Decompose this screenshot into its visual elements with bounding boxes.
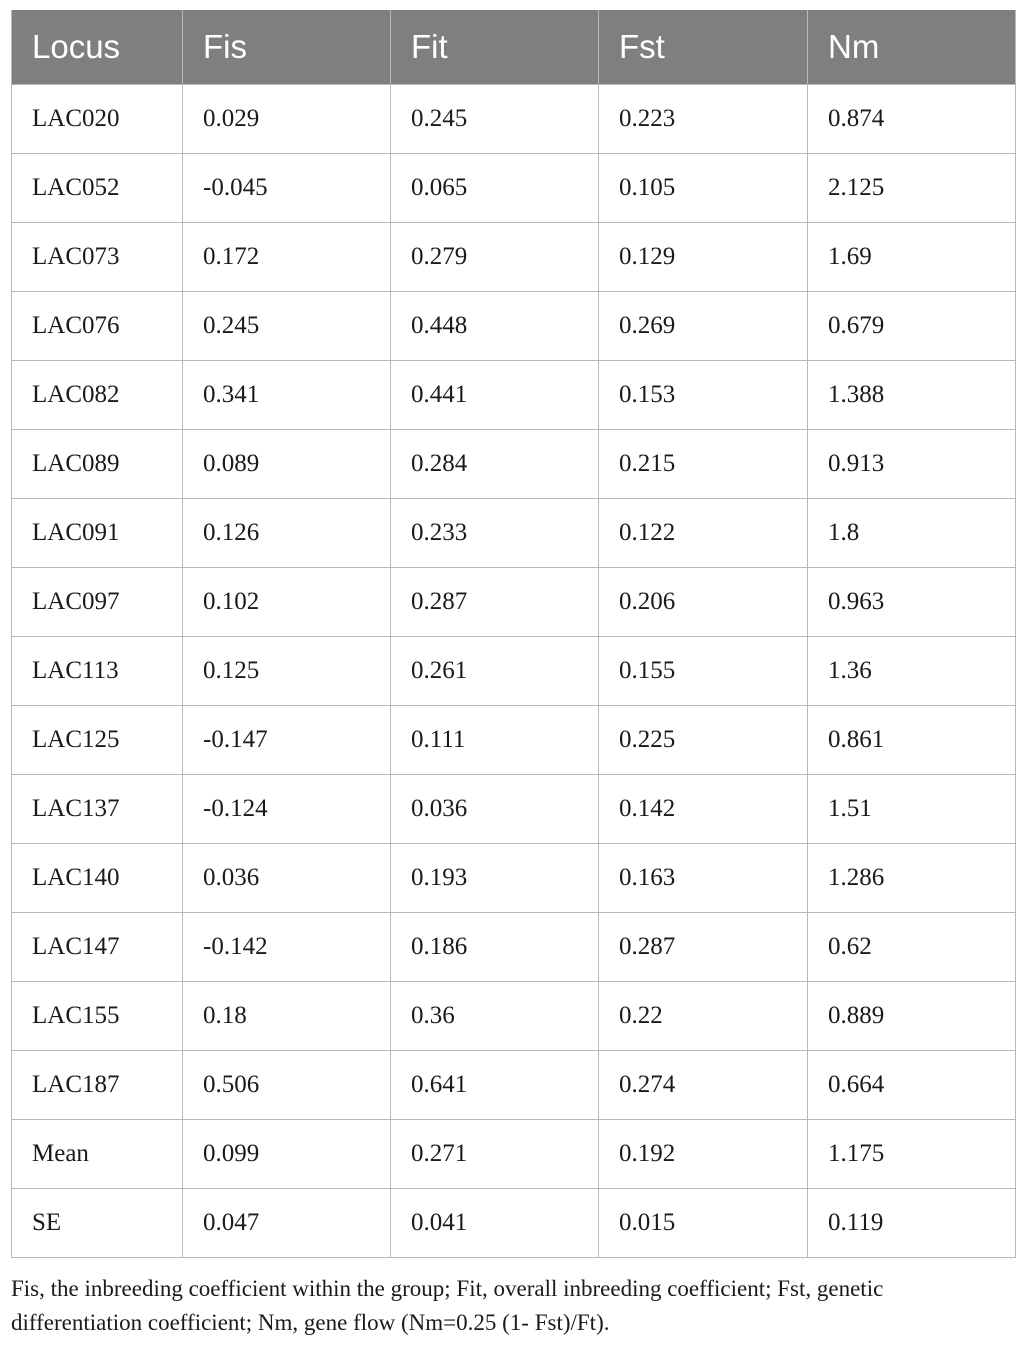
cell-fis: 0.172 bbox=[183, 223, 391, 292]
cell-fst: 0.153 bbox=[599, 361, 808, 430]
cell-locus: LAC140 bbox=[12, 844, 183, 913]
cell-nm: 1.8 bbox=[808, 499, 1016, 568]
table-row bbox=[12, 844, 1016, 913]
cell-fst: 0.206 bbox=[599, 568, 808, 637]
cell-fst: 0.142 bbox=[599, 775, 808, 844]
data-table-container bbox=[11, 10, 1015, 1258]
cell-nm: 1.51 bbox=[808, 775, 1016, 844]
cell-nm: 0.679 bbox=[808, 292, 1016, 361]
cell-locus: LAC155 bbox=[12, 982, 183, 1051]
cell-fst: 0.287 bbox=[599, 913, 808, 982]
cell-fst: 0.225 bbox=[599, 706, 808, 775]
cell-fis: 0.047 bbox=[183, 1189, 391, 1258]
cell-locus: LAC137 bbox=[12, 775, 183, 844]
cell-nm: 1.36 bbox=[808, 637, 1016, 706]
cell-nm: 0.664 bbox=[808, 1051, 1016, 1120]
cell-fst: 0.223 bbox=[599, 85, 808, 154]
cell-fit: 0.233 bbox=[391, 499, 599, 568]
cell-fst: 0.155 bbox=[599, 637, 808, 706]
cell-fis: 0.341 bbox=[183, 361, 391, 430]
table-row bbox=[12, 982, 1016, 1051]
table-body bbox=[12, 85, 1016, 1258]
table-row bbox=[12, 85, 1016, 154]
cell-nm: 0.889 bbox=[808, 982, 1016, 1051]
cell-fis: 0.126 bbox=[183, 499, 391, 568]
table-row bbox=[12, 361, 1016, 430]
cell-locus: LAC147 bbox=[12, 913, 183, 982]
table-row bbox=[12, 223, 1016, 292]
cell-locus: LAC076 bbox=[12, 292, 183, 361]
cell-fst: 0.215 bbox=[599, 430, 808, 499]
header-nm: Nm bbox=[808, 10, 1016, 85]
cell-locus: SE bbox=[12, 1189, 183, 1258]
cell-nm: 0.62 bbox=[808, 913, 1016, 982]
cell-fis: 0.099 bbox=[183, 1120, 391, 1189]
cell-fis: 0.089 bbox=[183, 430, 391, 499]
cell-nm: 0.913 bbox=[808, 430, 1016, 499]
cell-locus: LAC187 bbox=[12, 1051, 183, 1120]
cell-fis: -0.124 bbox=[183, 775, 391, 844]
cell-fis: 0.036 bbox=[183, 844, 391, 913]
cell-fit: 0.271 bbox=[391, 1120, 599, 1189]
cell-fit: 0.284 bbox=[391, 430, 599, 499]
cell-locus: LAC020 bbox=[12, 85, 183, 154]
table-row bbox=[12, 499, 1016, 568]
cell-fis: 0.102 bbox=[183, 568, 391, 637]
cell-nm: 1.69 bbox=[808, 223, 1016, 292]
table-row bbox=[12, 1120, 1016, 1189]
cell-nm: 0.861 bbox=[808, 706, 1016, 775]
cell-fst: 0.015 bbox=[599, 1189, 808, 1258]
table-row bbox=[12, 775, 1016, 844]
cell-fst: 0.129 bbox=[599, 223, 808, 292]
fstatistics-table bbox=[11, 10, 1016, 1258]
cell-nm: 1.388 bbox=[808, 361, 1016, 430]
header-fis: Fis bbox=[183, 10, 391, 85]
cell-locus: Mean bbox=[12, 1120, 183, 1189]
cell-fit: 0.041 bbox=[391, 1189, 599, 1258]
cell-fit: 0.111 bbox=[391, 706, 599, 775]
table-row bbox=[12, 568, 1016, 637]
cell-fit: 0.448 bbox=[391, 292, 599, 361]
cell-fis: -0.142 bbox=[183, 913, 391, 982]
header-fit: Fit bbox=[391, 10, 599, 85]
cell-nm: 2.125 bbox=[808, 154, 1016, 223]
cell-fit: 0.036 bbox=[391, 775, 599, 844]
cell-locus: LAC125 bbox=[12, 706, 183, 775]
cell-nm: 0.119 bbox=[808, 1189, 1016, 1258]
cell-locus: LAC089 bbox=[12, 430, 183, 499]
cell-nm: 0.963 bbox=[808, 568, 1016, 637]
cell-nm: 0.874 bbox=[808, 85, 1016, 154]
cell-fst: 0.105 bbox=[599, 154, 808, 223]
cell-fit: 0.261 bbox=[391, 637, 599, 706]
cell-fst: 0.163 bbox=[599, 844, 808, 913]
cell-fis: -0.147 bbox=[183, 706, 391, 775]
cell-fst: 0.274 bbox=[599, 1051, 808, 1120]
cell-fis: -0.045 bbox=[183, 154, 391, 223]
table-row bbox=[12, 154, 1016, 223]
header-fst: Fst bbox=[599, 10, 808, 85]
table-row bbox=[12, 1051, 1016, 1120]
cell-nm: 1.175 bbox=[808, 1120, 1016, 1189]
cell-locus: LAC097 bbox=[12, 568, 183, 637]
table-row bbox=[12, 1189, 1016, 1258]
cell-fit: 0.193 bbox=[391, 844, 599, 913]
cell-fis: 0.029 bbox=[183, 85, 391, 154]
cell-fst: 0.122 bbox=[599, 499, 808, 568]
table-header bbox=[12, 10, 1016, 85]
table-row bbox=[12, 913, 1016, 982]
cell-fit: 0.36 bbox=[391, 982, 599, 1051]
cell-fis: 0.18 bbox=[183, 982, 391, 1051]
cell-locus: LAC113 bbox=[12, 637, 183, 706]
cell-fit: 0.279 bbox=[391, 223, 599, 292]
cell-fis: 0.506 bbox=[183, 1051, 391, 1120]
cell-fit: 0.641 bbox=[391, 1051, 599, 1120]
header-row bbox=[12, 10, 1016, 85]
cell-locus: LAC082 bbox=[12, 361, 183, 430]
cell-fit: 0.287 bbox=[391, 568, 599, 637]
cell-fit: 0.065 bbox=[391, 154, 599, 223]
cell-fit: 0.441 bbox=[391, 361, 599, 430]
cell-locus: LAC073 bbox=[12, 223, 183, 292]
cell-fis: 0.245 bbox=[183, 292, 391, 361]
cell-fit: 0.186 bbox=[391, 913, 599, 982]
cell-fst: 0.192 bbox=[599, 1120, 808, 1189]
table-row bbox=[12, 430, 1016, 499]
cell-fit: 0.245 bbox=[391, 85, 599, 154]
table-row bbox=[12, 706, 1016, 775]
cell-fst: 0.269 bbox=[599, 292, 808, 361]
cell-fis: 0.125 bbox=[183, 637, 391, 706]
cell-nm: 1.286 bbox=[808, 844, 1016, 913]
table-row bbox=[12, 637, 1016, 706]
cell-locus: LAC052 bbox=[12, 154, 183, 223]
header-locus: Locus bbox=[12, 10, 183, 85]
table-footnote: Fis, the inbreeding coefficient within the group; Fit, overall inbreeding coefficient; Fst, genetic differentiation coefficient; Nm, gene flow (Nm=0.25 (1- Fst)/Ft). bbox=[11, 1276, 884, 1335]
cell-fst: 0.22 bbox=[599, 982, 808, 1051]
table-row bbox=[12, 292, 1016, 361]
cell-locus: LAC091 bbox=[12, 499, 183, 568]
